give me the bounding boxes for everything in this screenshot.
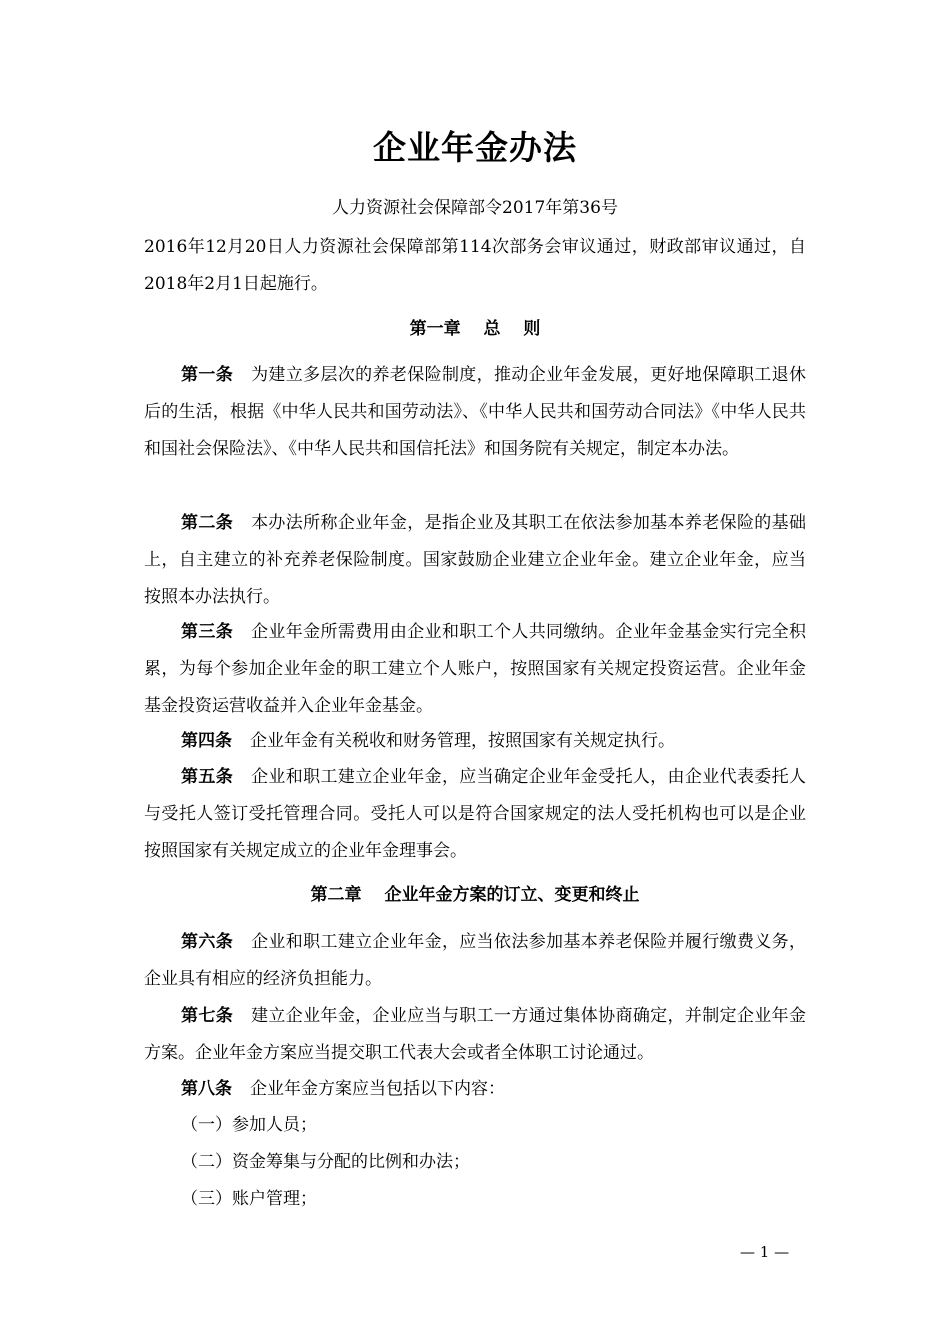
article-number: 第六条 bbox=[181, 932, 234, 952]
article-number: 第一条 bbox=[181, 365, 234, 385]
article-text: 为建立多层次的养老保险制度，推动企业年金发展，更好地保障职工退休后的生活，根据《中华人民共和国劳动法》、《中华人民共和国劳动合同法》《中华人民共和国社会保险法》、《中华人民共和国信托法》和国务院有关规定，制定本办法。 bbox=[144, 365, 807, 459]
list-item: （二）资金筹集与分配的比例和办法； bbox=[181, 1152, 470, 1172]
article-2 bbox=[144, 505, 806, 616]
article-number: 第八条 bbox=[181, 1079, 232, 1099]
article-5 bbox=[144, 759, 806, 870]
article-number: 第四条 bbox=[181, 731, 232, 751]
article-6 bbox=[144, 924, 806, 998]
list-item: （三）账户管理； bbox=[181, 1189, 317, 1209]
article-number: 第五条 bbox=[181, 767, 234, 787]
article-text: 企业年金有关税收和财务管理，按照国家有关规定执行。 bbox=[250, 731, 675, 751]
article-number: 第七条 bbox=[181, 1006, 234, 1026]
article-text: 企业年金所需费用由企业和职工个人共同缴纳。企业年金基金实行完全积累，为每个参加企业年金的职工建立个人账户，按照国家有关规定投资运营。企业年金基金投资运营收益并入企业年金基金。 bbox=[144, 622, 807, 716]
document-title: 企业年金办法 bbox=[373, 128, 577, 167]
article-text: 建立企业年金，企业应当与职工一方通过集体协商确定，并制定企业年金方案。企业年金方案应当提交职工代表大会或者全体职工讨论通过。 bbox=[144, 1006, 807, 1063]
article-text: 本办法所称企业年金，是指企业及其职工在依法参加基本养老保险的基础上，自主建立的补充养老保险制度。国家鼓励企业建立企业年金。建立企业年金，应当按照本办法执行。 bbox=[144, 513, 807, 607]
list-item: （一）参加人员； bbox=[181, 1115, 317, 1135]
article-number: 第三条 bbox=[181, 622, 234, 642]
article-3 bbox=[144, 614, 806, 725]
article-7 bbox=[144, 998, 806, 1072]
article-8-list bbox=[144, 1107, 806, 1218]
article-number: 第二条 bbox=[181, 513, 234, 533]
chapter-heading-2: 第二章 企业年金方案的订立、变更和终止 bbox=[310, 885, 640, 905]
article-8 bbox=[144, 1071, 806, 1108]
page-number: — 1 — bbox=[740, 1243, 790, 1261]
article-text: 企业和职工建立企业年金，应当确定企业年金受托人，由企业代表委托人与受托人签订受托管理合同。受托人可以是符合国家规定的法人受托机构也可以是企业按照国家有关规定成立的企业年金理事会。 bbox=[144, 767, 807, 861]
article-1 bbox=[144, 357, 806, 468]
article-text: 企业年金方案应当包括以下内容： bbox=[250, 1079, 505, 1099]
article-text: 企业和职工建立企业年金，应当依法参加基本养老保险并履行缴费义务，企业具有相应的经济负担能力。 bbox=[144, 932, 807, 989]
decree-number: 人力资源社会保障部令2017年第36号 bbox=[332, 198, 618, 218]
chapter-heading-1: 第一章 总 则 bbox=[409, 319, 541, 339]
adoption-statement: 2016年12月20日人力资源社会保障部第114次部务会审议通过，财政部审议通过，自2018年2月1日起施行。 bbox=[144, 237, 806, 294]
article-4 bbox=[144, 723, 806, 760]
